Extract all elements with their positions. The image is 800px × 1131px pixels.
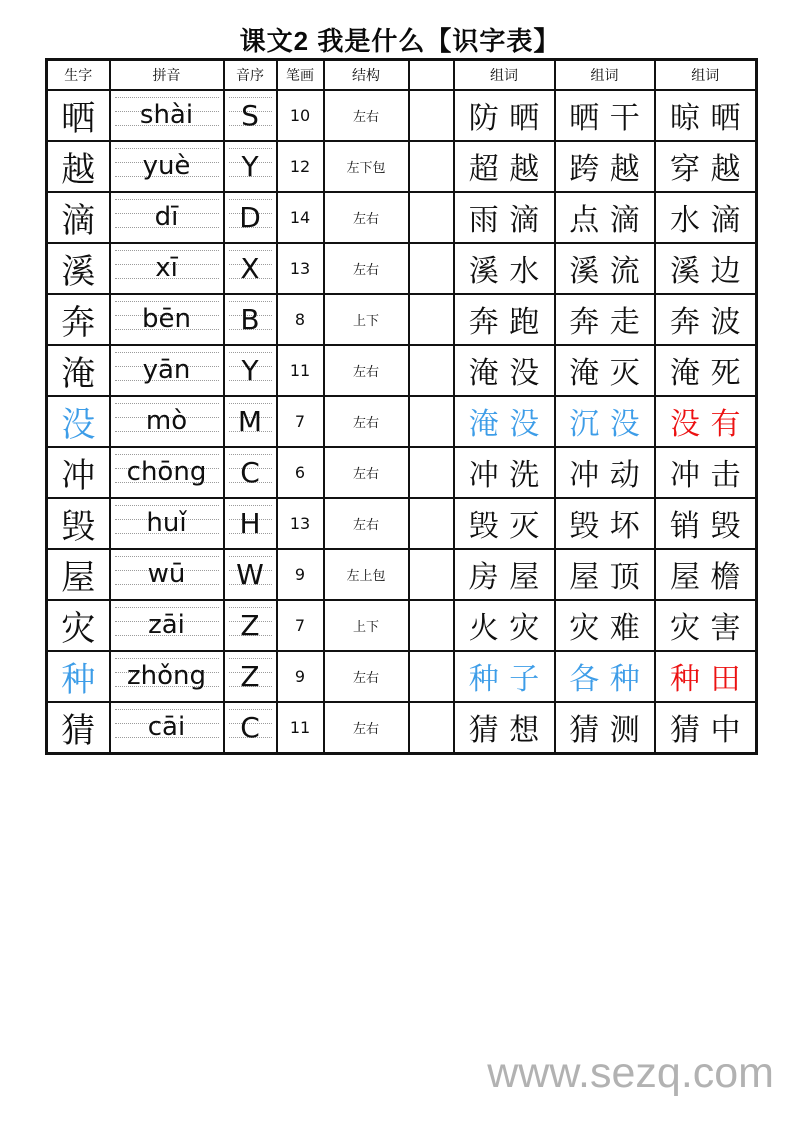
- hanzi-cell: 种: [47, 651, 110, 702]
- stroke-count-cell: 11: [277, 345, 324, 396]
- pinyin-cell: [110, 447, 224, 498]
- column-header: 拼音: [110, 60, 224, 90]
- initial-letter-text: Z: [240, 608, 260, 642]
- initial-letter-cell: [224, 498, 277, 549]
- pinyin-cell: [110, 192, 224, 243]
- pinyin-text: dī: [154, 202, 179, 232]
- initial-letter-text: M: [237, 404, 263, 438]
- word-cell: 防晒: [454, 90, 555, 141]
- word-cell: 猜中: [655, 702, 757, 754]
- initial-letter-cell: [224, 192, 277, 243]
- structure-cell: 左右: [324, 702, 409, 754]
- word-cell: 种子: [454, 651, 555, 702]
- column-header: 生字: [47, 60, 110, 90]
- initial-letter-text: Y: [241, 353, 259, 387]
- stroke-count-cell: 9: [277, 549, 324, 600]
- initial-letter-cell: [224, 396, 277, 447]
- column-header: 结构: [324, 60, 409, 90]
- pinyin-text: bēn: [142, 304, 191, 334]
- structure-cell: 左右: [324, 651, 409, 702]
- word-cell: 毁坏: [555, 498, 655, 549]
- initial-letter-text: D: [239, 200, 261, 234]
- watermark-text: www.sezq.com: [487, 1049, 774, 1097]
- stroke-count-cell: 11: [277, 702, 324, 754]
- structure-cell: 左上包: [324, 549, 409, 600]
- initial-letter-text: S: [241, 98, 259, 132]
- table-row: [47, 192, 757, 243]
- blank-cell: [409, 651, 454, 702]
- blank-cell: [409, 549, 454, 600]
- blank-cell: [409, 498, 454, 549]
- pinyin-text: cāi: [147, 712, 186, 742]
- initial-letter-text: C: [240, 710, 260, 744]
- word-cell: 猜测: [555, 702, 655, 754]
- word-cell: 冲洗: [454, 447, 555, 498]
- column-header: 组词: [655, 60, 757, 90]
- word-cell: 火灾: [454, 600, 555, 651]
- initial-letter-text: H: [239, 506, 261, 540]
- stroke-count-cell: 13: [277, 243, 324, 294]
- hanzi-cell: 冲: [47, 447, 110, 498]
- hanzi-cell: 溪: [47, 243, 110, 294]
- column-header: 音序: [224, 60, 277, 90]
- stroke-count-cell: 7: [277, 396, 324, 447]
- pinyin-cell: [110, 600, 224, 651]
- structure-cell: 上下: [324, 600, 409, 651]
- initial-letter-cell: [224, 651, 277, 702]
- table-header-row: [47, 60, 757, 90]
- initial-letter-text: W: [236, 557, 264, 591]
- structure-cell: 左右: [324, 498, 409, 549]
- initial-letter-text: Z: [240, 659, 260, 693]
- stroke-count-cell: 6: [277, 447, 324, 498]
- word-cell: 晒干: [555, 90, 655, 141]
- hanzi-cell: 晒: [47, 90, 110, 141]
- column-header: 笔画: [277, 60, 324, 90]
- structure-cell: 左右: [324, 345, 409, 396]
- vocab-table: [45, 58, 758, 755]
- word-cell: 屋顶: [555, 549, 655, 600]
- hanzi-cell: 越: [47, 141, 110, 192]
- stroke-count-cell: 7: [277, 600, 324, 651]
- word-cell: 点滴: [555, 192, 655, 243]
- blank-cell: [409, 345, 454, 396]
- pinyin-text: shài: [139, 100, 194, 130]
- blank-cell: [409, 702, 454, 754]
- hanzi-cell: 淹: [47, 345, 110, 396]
- word-cell: 毁灭: [454, 498, 555, 549]
- word-cell: 淹没: [454, 396, 555, 447]
- stroke-count-cell: 10: [277, 90, 324, 141]
- stroke-count-cell: 12: [277, 141, 324, 192]
- pinyin-text: zāi: [148, 610, 185, 640]
- word-cell: 淹灭: [555, 345, 655, 396]
- initial-letter-cell: [224, 294, 277, 345]
- initial-letter-cell: [224, 702, 277, 754]
- word-cell: 灾难: [555, 600, 655, 651]
- word-cell: 晾晒: [655, 90, 757, 141]
- pinyin-text: yuè: [142, 151, 191, 181]
- initial-letter-cell: [224, 141, 277, 192]
- pinyin-cell: [110, 345, 224, 396]
- initial-letter-text: Y: [241, 149, 259, 183]
- word-cell: 水滴: [655, 192, 757, 243]
- word-cell: 没有: [655, 396, 757, 447]
- word-cell: 奔波: [655, 294, 757, 345]
- initial-letter-cell: [224, 549, 277, 600]
- word-cell: 溪流: [555, 243, 655, 294]
- table-row: [47, 549, 757, 600]
- hanzi-cell: 屋: [47, 549, 110, 600]
- pinyin-text: mò: [145, 406, 188, 436]
- blank-cell: [409, 90, 454, 141]
- initial-letter-cell: [224, 90, 277, 141]
- stroke-count-cell: 13: [277, 498, 324, 549]
- hanzi-cell: 奔: [47, 294, 110, 345]
- pinyin-text: xī: [155, 253, 178, 283]
- hanzi-cell: 滴: [47, 192, 110, 243]
- column-header: 组词: [555, 60, 655, 90]
- initial-letter-cell: [224, 600, 277, 651]
- initial-letter-text: X: [240, 251, 260, 285]
- structure-cell: 左右: [324, 90, 409, 141]
- hanzi-cell: 灾: [47, 600, 110, 651]
- structure-cell: 左右: [324, 396, 409, 447]
- word-cell: 超越: [454, 141, 555, 192]
- pinyin-cell: [110, 294, 224, 345]
- blank-cell: [409, 141, 454, 192]
- pinyin-text: chōng: [126, 457, 207, 487]
- stroke-count-cell: 9: [277, 651, 324, 702]
- pinyin-cell: [110, 651, 224, 702]
- column-header-blank: [409, 60, 454, 90]
- word-cell: 冲击: [655, 447, 757, 498]
- pinyin-cell: [110, 702, 224, 754]
- blank-cell: [409, 396, 454, 447]
- initial-letter-cell: [224, 345, 277, 396]
- table-row: [47, 141, 757, 192]
- word-cell: 跨越: [555, 141, 655, 192]
- word-cell: 沉没: [555, 396, 655, 447]
- page-title: 课文2 我是什么【识字表】: [239, 26, 561, 56]
- pinyin-cell: [110, 243, 224, 294]
- hanzi-cell: 猜: [47, 702, 110, 754]
- word-cell: 淹没: [454, 345, 555, 396]
- initial-letter-cell: [224, 447, 277, 498]
- pinyin-cell: [110, 549, 224, 600]
- table-row: [47, 498, 757, 549]
- word-cell: 种田: [655, 651, 757, 702]
- column-header: 组词: [454, 60, 555, 90]
- word-cell: 房屋: [454, 549, 555, 600]
- word-cell: 雨滴: [454, 192, 555, 243]
- structure-cell: 左下包: [324, 141, 409, 192]
- word-cell: 奔跑: [454, 294, 555, 345]
- table-row: [47, 294, 757, 345]
- word-cell: 淹死: [655, 345, 757, 396]
- structure-cell: 左右: [324, 243, 409, 294]
- initial-letter-text: B: [240, 302, 260, 336]
- stroke-count-cell: 14: [277, 192, 324, 243]
- word-cell: 奔走: [555, 294, 655, 345]
- table-row: [47, 600, 757, 651]
- blank-cell: [409, 192, 454, 243]
- word-cell: 屋檐: [655, 549, 757, 600]
- table-row: [47, 651, 757, 702]
- word-cell: 猜想: [454, 702, 555, 754]
- table-row: [47, 702, 757, 754]
- stroke-count-cell: 8: [277, 294, 324, 345]
- blank-cell: [409, 243, 454, 294]
- structure-cell: 上下: [324, 294, 409, 345]
- word-cell: 冲动: [555, 447, 655, 498]
- blank-cell: [409, 447, 454, 498]
- pinyin-text: yān: [142, 355, 191, 385]
- word-cell: 溪边: [655, 243, 757, 294]
- structure-cell: 左右: [324, 192, 409, 243]
- table-row: [47, 345, 757, 396]
- pinyin-cell: [110, 396, 224, 447]
- table-row: [47, 90, 757, 141]
- word-cell: 溪水: [454, 243, 555, 294]
- hanzi-cell: 没: [47, 396, 110, 447]
- pinyin-text: huǐ: [146, 508, 187, 538]
- initial-letter-text: C: [240, 455, 260, 489]
- pinyin-cell: [110, 498, 224, 549]
- blank-cell: [409, 294, 454, 345]
- table-row: [47, 243, 757, 294]
- table-row: [47, 447, 757, 498]
- table-row: [47, 396, 757, 447]
- word-cell: 各种: [555, 651, 655, 702]
- pinyin-cell: [110, 90, 224, 141]
- hanzi-cell: 毁: [47, 498, 110, 549]
- pinyin-text: wū: [147, 559, 186, 589]
- pinyin-cell: [110, 141, 224, 192]
- pinyin-text: zhǒng: [126, 661, 206, 691]
- word-cell: 穿越: [655, 141, 757, 192]
- word-cell: 灾害: [655, 600, 757, 651]
- word-cell: 销毁: [655, 498, 757, 549]
- blank-cell: [409, 600, 454, 651]
- initial-letter-cell: [224, 243, 277, 294]
- structure-cell: 左右: [324, 447, 409, 498]
